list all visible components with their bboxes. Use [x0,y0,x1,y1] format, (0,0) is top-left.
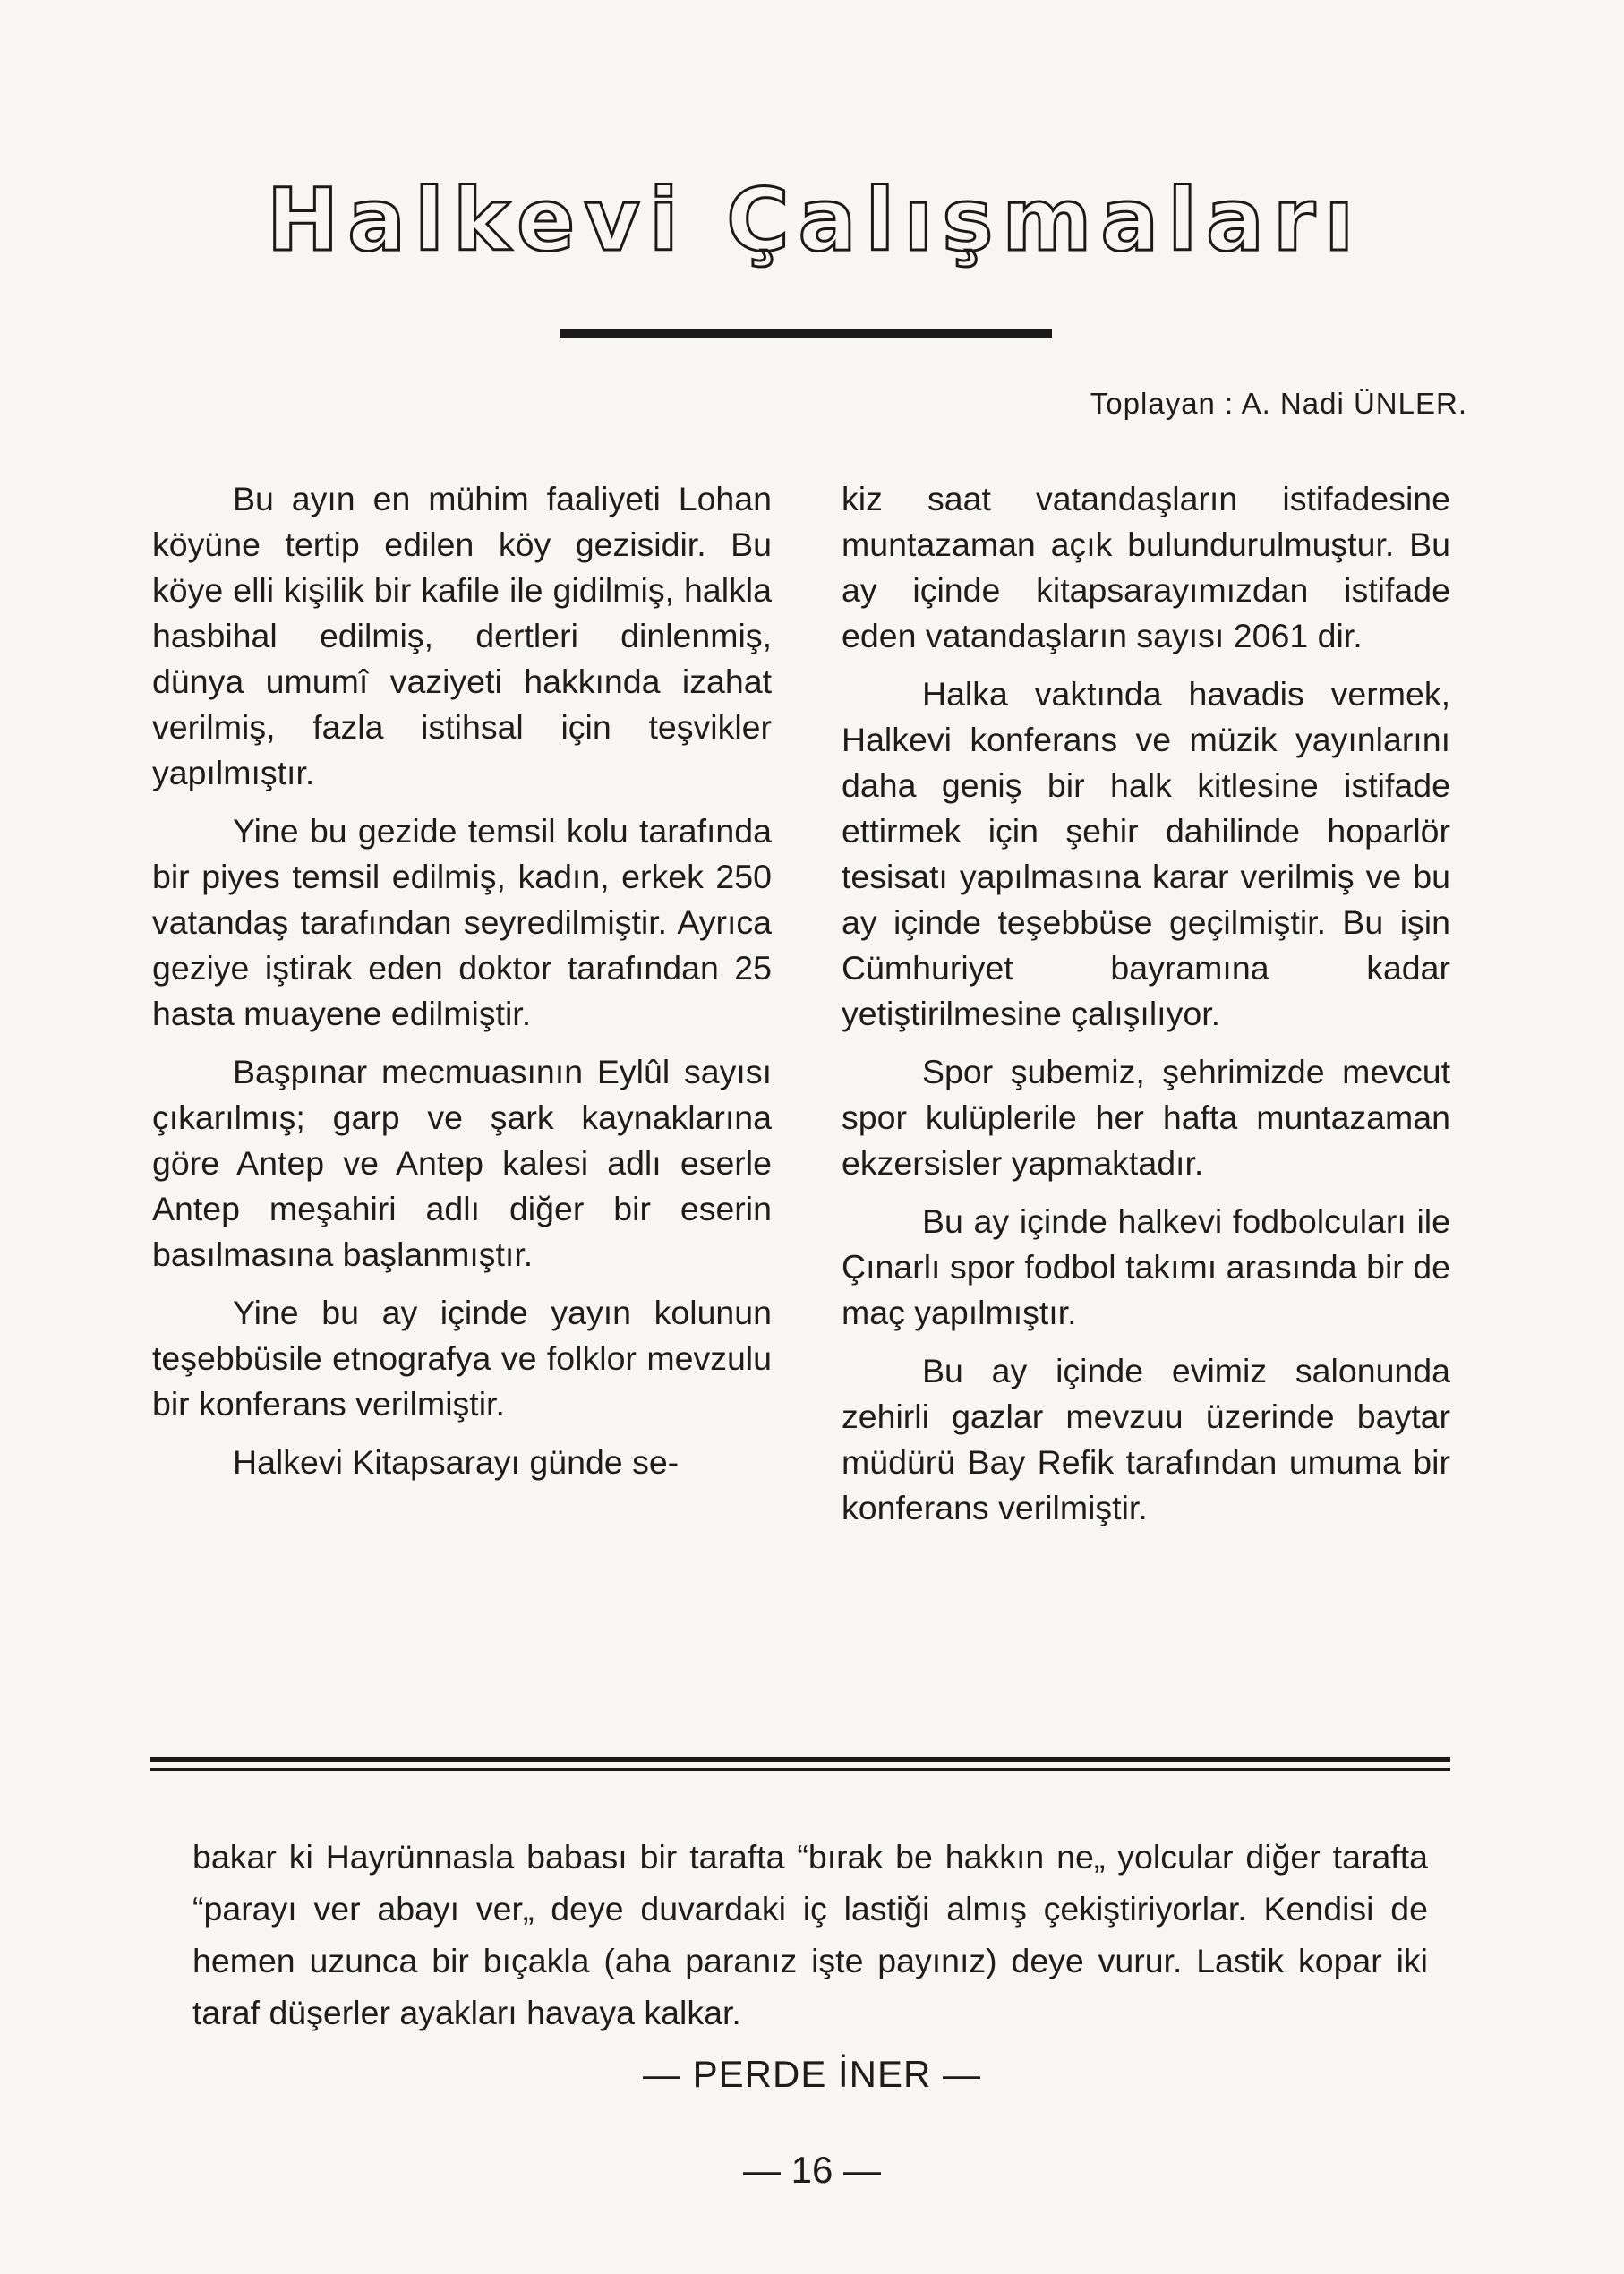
title-underline [560,329,1052,338]
byline: Toplayan : A. Nadi ÜNLER. [1090,387,1467,420]
right-column [842,476,1450,1543]
paragraph: Yine bu gezide temsil kolu tarafında bir piyes temsil edilmiş, kadın, erkek 250 vatandaş tarafından seyredilmiştir. Ayrıca geziye iştirak eden doktor tarafından 25 hasta muayene edilmiştir. [152,812,772,1032]
paragraph: Halka vaktında havadis vermek, Halkevi konferans ve müzik yayınlarını daha geniş bir halk kitlesine istifade ettirmek için şehir dahilinde hoparlör tesisatı yapılmasına karar verilmiş ve bu ay içinde teşebbüse geçilmiştir. Bu işin Cümhuriyet bayramına kadar yetiştirilmesine çalışılıyor. [842,675,1450,1032]
paragraph: Başpınar mecmuasının Eylûl sayısı çıkarılmış; garp ve şark kaynaklarına göre Antep ve Antep kalesi adlı eserle Antep meşahiri adlı diğer bir eserin basılmasına başlanmıştır. [152,1053,772,1273]
paragraph: Halkevi Kitapsarayı günde se- [233,1443,680,1481]
stage-direction: — PERDE İNER — [642,2053,982,2095]
section-divider [150,1757,1450,1762]
section-divider [150,1768,1450,1771]
paragraph: Bu ayın en mühim faaliyeti Lohan köyüne tertip edilen köy gezisidir. Bu köye elli kişilik bir kafile ile gidilmiş, halkla hasbihal edilmiş, dertleri dinlenmiş, dünya umumî vaziyeti hakkında izahat verilmiş, fazla istihsal için teşvikler yapılmıştır. [152,480,772,791]
paragraph: Spor şubemiz, şehrimizde mevcut spor kulüplerile her hafta muntazaman ekzersisler yapmaktadır. [842,1053,1450,1182]
play-excerpt [192,1831,1428,2039]
paragraph: Yine bu ay içinde yayın kolunun teşebbüsile etnografya ve folklor mevzulu bir konferans verilmiştir. [152,1294,772,1423]
left-column [152,476,772,1498]
page-title: Halkevi Çalışmaları [266,170,1363,270]
paragraph: Bu ay içinde evimiz salonunda zehirli gazlar mevzuu üzerinde baytar müdürü Bay Refik tarafından umuma bir konferans verilmiştir. [842,1352,1450,1526]
page-number: — 16 — [742,2149,882,2191]
paragraph: kiz saat vatandaşların istifadesine muntazaman açık bulundurulmuştur. Bu ay içinde kitapsarayımızdan istifade eden vatandaşların sayısı 2061 dir. [842,480,1450,654]
paragraph: Bu ay içinde halkevi fodbolcuları ile Çınarlı spor fodbol takımı arasında bir de maç yapılmıştır. [842,1202,1450,1331]
play-paragraph: bakar ki Hayrünnasla babası bir tarafta “bırak be hakkın ne„ yolcular diğer tarafta “parayı ver abayı ver„ deye duvardaki iç lastiği almış çekiştiriyorlar. Kendisi de hemen uzunca bir bıçakla (aha paranız işte payınız) deye vurur. Lastik kopar iki taraf düşerler ayakları havaya kalkar. [192,1838,1428,2031]
